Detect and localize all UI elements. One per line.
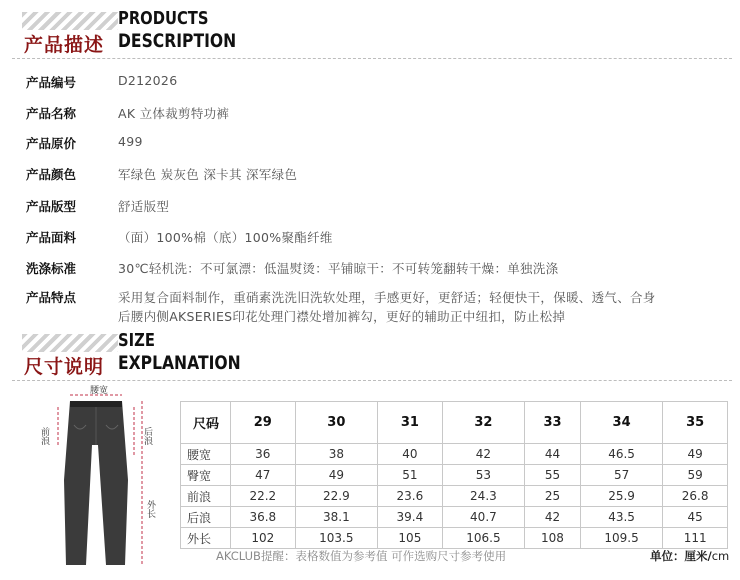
info-label: 产品特点 — [26, 290, 77, 305]
row-label: 臀宽 — [181, 465, 231, 486]
table-cell: 45 — [663, 507, 728, 528]
size-col: 34 — [580, 402, 662, 444]
info-value: 舒适版型 — [118, 199, 170, 214]
stripe-decoration — [22, 334, 118, 352]
info-label: 产品颜色 — [26, 167, 77, 182]
table-cell: 59 — [663, 465, 728, 486]
waist-label: 腰宽 — [90, 386, 109, 396]
info-value: 30℃轻机洗：不可氯漂：低温熨烫：平铺晾干：不可转笼翻转干燥：单独洗涤 — [118, 261, 559, 276]
unit-cm: cm — [711, 549, 730, 563]
divider — [12, 380, 732, 381]
info-label: 产品编号 — [26, 75, 77, 90]
table-cell: 51 — [378, 465, 443, 486]
table-cell: 36.8 — [231, 507, 296, 528]
divider — [12, 58, 732, 59]
row-label: 腰宽 — [181, 444, 231, 465]
table-cell: 38.1 — [295, 507, 377, 528]
table-cell: 25 — [525, 486, 581, 507]
features-line-2: 后腰内侧AKSERIES印花处理门襟处增加裤勾，更好的辅助正中纽扣，防止松掉 — [118, 309, 566, 324]
table-row — [181, 486, 728, 507]
table-row — [181, 465, 728, 486]
pants-icon — [64, 401, 128, 565]
table-cell: 39.4 — [378, 507, 443, 528]
table-cell: 36 — [231, 444, 296, 465]
table-cell: 53 — [442, 465, 524, 486]
table-row — [181, 507, 728, 528]
info-value: （面）100%棉（底）100%聚酯纤维 — [118, 230, 333, 245]
info-label: 产品原价 — [26, 136, 77, 151]
stripe-decoration — [22, 12, 118, 30]
size-header-label: 尺码 — [181, 402, 231, 444]
table-cell: 44 — [525, 444, 581, 465]
size-col: 30 — [295, 402, 377, 444]
table-cell: 46.5 — [580, 444, 662, 465]
table-cell: 102 — [231, 528, 296, 549]
pants-figure — [30, 385, 160, 575]
info-value: D212026 — [118, 73, 178, 88]
table-cell: 57 — [580, 465, 662, 486]
info-label: 洗涤标准 — [26, 261, 77, 276]
products-title-cn: 产品描述 — [24, 34, 105, 56]
back-rise-label: 后浪 — [142, 427, 152, 445]
table-cell: 49 — [663, 444, 728, 465]
size-col: 33 — [525, 402, 581, 444]
table-cell: 22.2 — [231, 486, 296, 507]
size-header-row — [181, 402, 728, 444]
reference-note: AKCLUB提醒：表格数值为参考值 可作选购尺寸参考使用 — [216, 549, 507, 563]
info-label: 产品面料 — [26, 230, 77, 245]
table-cell: 24.3 — [442, 486, 524, 507]
info-value: 499 — [118, 134, 143, 149]
table-cell: 55 — [525, 465, 581, 486]
table-cell: 105 — [378, 528, 443, 549]
table-cell: 108 — [525, 528, 581, 549]
size-col: 32 — [442, 402, 524, 444]
size-col: 31 — [378, 402, 443, 444]
table-cell: 109.5 — [580, 528, 662, 549]
size-title-en-1: SIZE — [118, 330, 155, 351]
table-cell: 43.5 — [580, 507, 662, 528]
table-cell: 42 — [525, 507, 581, 528]
features-line-1: 采用复合面料制作，重硝素洗洗旧洗软处理，手感更好，更舒适；轻便快干，保暖、透气、合身 — [118, 290, 656, 305]
info-value: AK 立体裁剪特功裤 — [118, 106, 230, 121]
table-cell: 40.7 — [442, 507, 524, 528]
size-col: 35 — [663, 402, 728, 444]
unit-prefix: 单位：厘米/ — [650, 549, 712, 563]
table-cell: 25.9 — [580, 486, 662, 507]
table-cell: 49 — [295, 465, 377, 486]
size-col: 29 — [231, 402, 296, 444]
row-label: 后浪 — [181, 507, 231, 528]
size-title-cn: 尺寸说明 — [24, 356, 105, 378]
table-row — [181, 528, 728, 549]
products-title-en-1: PRODUCTS — [118, 8, 209, 29]
unit-label — [650, 548, 729, 564]
info-value — [118, 288, 718, 326]
info-label: 产品版型 — [26, 199, 77, 214]
table-cell: 40 — [378, 444, 443, 465]
row-label: 前浪 — [181, 486, 231, 507]
table-cell: 23.6 — [378, 486, 443, 507]
size-table — [180, 401, 728, 549]
size-header — [0, 322, 740, 382]
size-title-en-2: EXPLANATION — [118, 352, 241, 374]
table-cell: 26.8 — [663, 486, 728, 507]
table-row — [181, 444, 728, 465]
front-rise-label: 前浪 — [39, 427, 49, 445]
table-cell: 47 — [231, 465, 296, 486]
table-cell: 111 — [663, 528, 728, 549]
table-cell: 38 — [295, 444, 377, 465]
info-label: 产品名称 — [26, 106, 77, 121]
table-cell: 103.5 — [295, 528, 377, 549]
info-value: 军绿色 炭灰色 深卡其 深军绿色 — [118, 167, 298, 182]
table-cell: 22.9 — [295, 486, 377, 507]
products-title-en-2: DESCRIPTION — [118, 30, 237, 52]
table-cell: 42 — [442, 444, 524, 465]
row-label: 外长 — [181, 528, 231, 549]
products-header — [0, 0, 740, 60]
table-cell: 106.5 — [442, 528, 524, 549]
outseam-label: 外长 — [145, 500, 155, 518]
